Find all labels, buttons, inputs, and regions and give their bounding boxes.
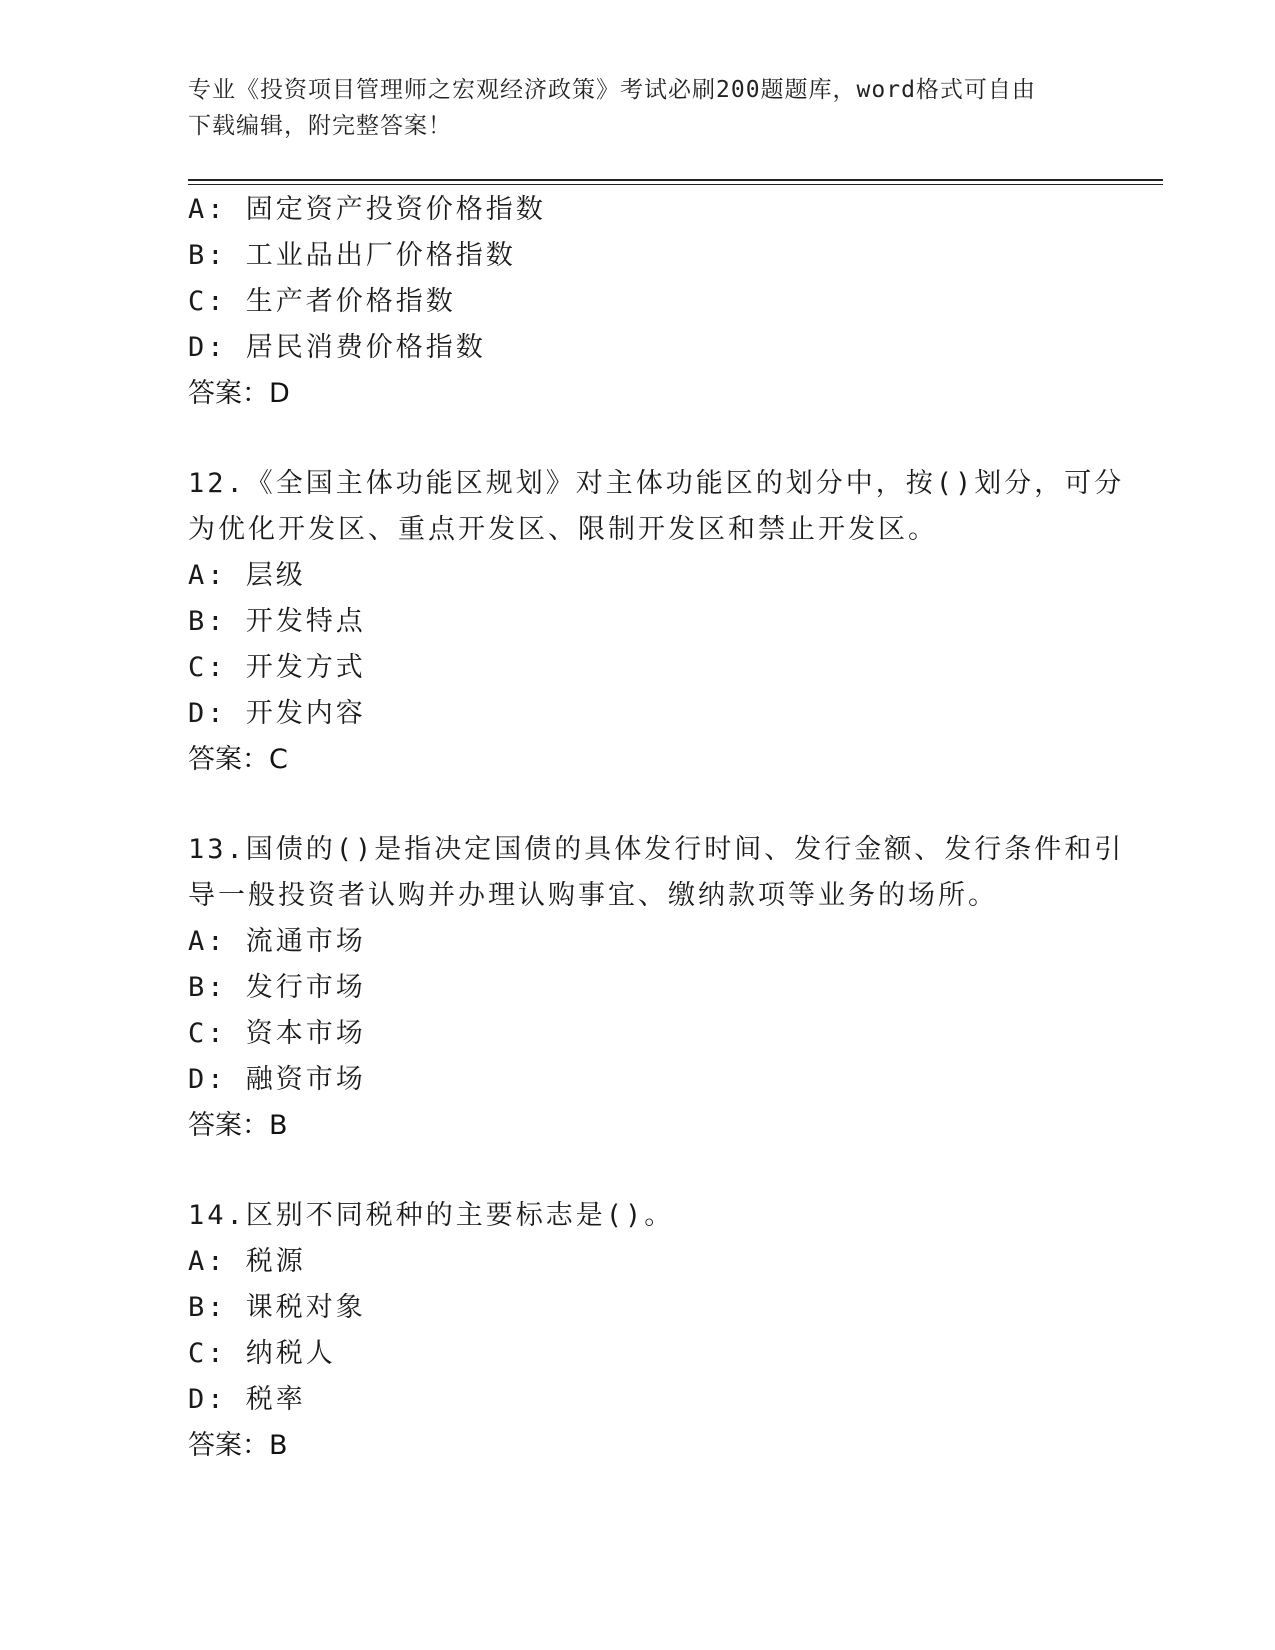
question-14 — [188, 1193, 1088, 1469]
option-d: D: 融资市场 — [188, 1064, 366, 1095]
option-d: D: 开发内容 — [188, 698, 366, 729]
question-text-line-1: 13.国债的()是指决定国债的具体发行时间、发行金额、发行条件和引 — [188, 834, 1125, 865]
answer-label: 答案：C — [188, 744, 288, 775]
option-a: A: 税源 — [188, 1246, 306, 1277]
answer-label: 答案：D — [188, 378, 290, 409]
question-text-line-1: 14.区别不同税种的主要标志是()。 — [188, 1200, 675, 1231]
option-b: B: 开发特点 — [188, 606, 366, 637]
answer-label: 答案：B — [188, 1430, 288, 1461]
intro-line-1: 专业《投资项目管理师之宏观经济政策》考试必刷200题题库，word格式可自由 — [188, 77, 1036, 103]
option-c: C: 资本市场 — [188, 1018, 366, 1049]
option-a: A: 层级 — [188, 560, 306, 591]
question-13 — [188, 827, 1125, 1149]
question-text-line-1: 12.《全国主体功能区规划》对主体功能区的划分中，按()划分，可分 — [188, 468, 1125, 499]
intro-line-2: 下载编辑，附完整答案！ — [188, 113, 452, 139]
option-c: C: 纳税人 — [188, 1338, 336, 1369]
option-d: D: 税率 — [188, 1384, 306, 1415]
question-text-line-2: 为优化开发区、重点开发区、限制开发区和禁止开发区。 — [188, 514, 938, 545]
document-intro — [188, 72, 1088, 144]
answer-label: 答案：B — [188, 1110, 288, 1141]
question-12 — [188, 461, 1125, 783]
option-d: D: 居民消费价格指数 — [188, 332, 486, 363]
option-a: A: 固定资产投资价格指数 — [188, 194, 546, 225]
question-11-continued — [188, 187, 1088, 417]
option-c: C: 开发方式 — [188, 652, 366, 683]
option-c: C: 生产者价格指数 — [188, 286, 456, 317]
header-divider-thin — [188, 184, 1163, 185]
option-b: B: 工业品出厂价格指数 — [188, 240, 516, 271]
option-a: A: 流通市场 — [188, 926, 366, 957]
option-b: B: 课税对象 — [188, 1292, 366, 1323]
question-text-line-2: 导一般投资者认购并办理认购事宜、缴纳款项等业务的场所。 — [188, 880, 998, 911]
option-b: B: 发行市场 — [188, 972, 366, 1003]
question-list — [188, 187, 1125, 1469]
header-divider — [188, 179, 1163, 181]
